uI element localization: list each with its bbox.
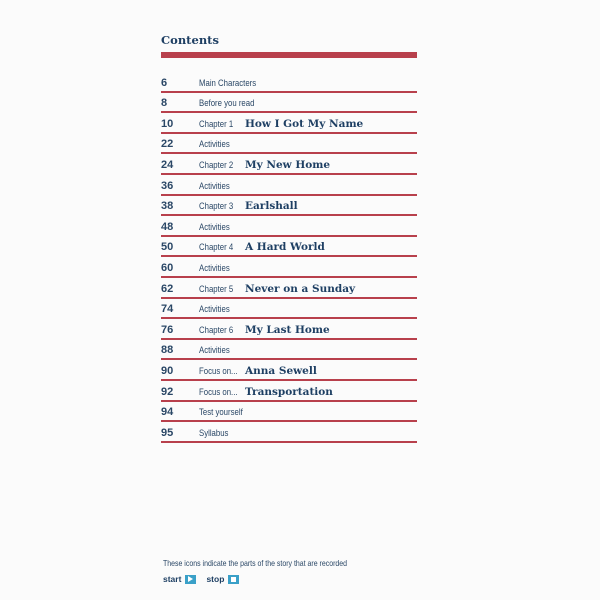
entry-label: Chapter 4 (199, 242, 234, 254)
contents-row (161, 360, 417, 381)
contents-row (161, 154, 417, 175)
entry-label: Focus on... (199, 365, 238, 377)
chapter-title: A Hard World (245, 241, 325, 254)
contents-list (161, 72, 417, 443)
chapter-title: My New Home (245, 158, 331, 171)
play-icon (185, 575, 196, 584)
page-number: 60 (161, 261, 174, 274)
title-rule (161, 52, 417, 58)
contents-row (161, 175, 417, 196)
entry-label: Activities (199, 304, 230, 316)
page-number: 50 (161, 241, 174, 254)
page-number: 94 (161, 406, 174, 419)
contents-row (161, 422, 417, 443)
contents-row (161, 319, 417, 340)
entry-label: Chapter 6 (199, 324, 234, 336)
entry-label: Chapter 5 (199, 283, 234, 295)
entry-label: Activities (199, 180, 230, 192)
entry-label: Chapter 3 (199, 201, 234, 213)
chapter-title: My Last Home (245, 323, 330, 336)
page-number: 95 (161, 426, 174, 439)
page-title: Contents (161, 33, 219, 47)
contents-row (161, 237, 417, 258)
stop-label: stop (206, 574, 225, 584)
page-number: 38 (161, 200, 174, 213)
chapter-title: Transportation (245, 385, 333, 398)
stop-icon (228, 575, 239, 584)
chapter-title: Earlshall (245, 200, 298, 213)
contents-row (161, 72, 417, 93)
entry-label: Test yourself (199, 407, 243, 419)
contents-row (161, 257, 417, 278)
contents-row (161, 278, 417, 299)
contents-row (161, 381, 417, 402)
entry-label: Chapter 2 (199, 159, 234, 171)
entry-label: Syllabus (199, 427, 229, 439)
entry-label: Main Characters (199, 77, 257, 89)
page-number: 22 (161, 138, 174, 151)
entry-label: Activities (199, 262, 230, 274)
entry-label: Focus on... (199, 386, 238, 398)
entry-label: Activities (199, 221, 230, 233)
chapter-title: Never on a Sunday (245, 282, 356, 295)
contents-row (161, 134, 417, 155)
contents-row (161, 340, 417, 361)
page-number: 74 (161, 303, 174, 316)
page-number: 88 (161, 344, 174, 357)
page-number: 76 (161, 323, 174, 336)
entry-label: Before you read (199, 98, 255, 110)
page-number: 62 (161, 282, 174, 295)
page-number: 90 (161, 364, 174, 377)
page-number: 24 (161, 158, 174, 171)
chapter-title: How I Got My Name (245, 117, 364, 130)
contents-row (161, 113, 417, 134)
page-number: 36 (161, 179, 174, 192)
chapter-title: Anna Sewell (245, 364, 317, 377)
entry-label: Activities (199, 139, 230, 151)
contents-row (161, 93, 417, 114)
entry-label: Chapter 1 (199, 118, 234, 130)
page-number: 6 (161, 76, 168, 89)
page-number: 10 (161, 117, 174, 130)
contents-row (161, 216, 417, 237)
start-label: start (163, 574, 182, 584)
contents-row (161, 299, 417, 320)
page-number: 92 (161, 385, 174, 398)
contents-row (161, 402, 417, 423)
page-number: 48 (161, 220, 174, 233)
footer-legend (163, 574, 239, 584)
page-number: 8 (161, 97, 168, 110)
footer-note: These icons indicate the parts of the story that are recorded (163, 558, 348, 568)
entry-label: Activities (199, 345, 230, 357)
contents-row (161, 196, 417, 217)
